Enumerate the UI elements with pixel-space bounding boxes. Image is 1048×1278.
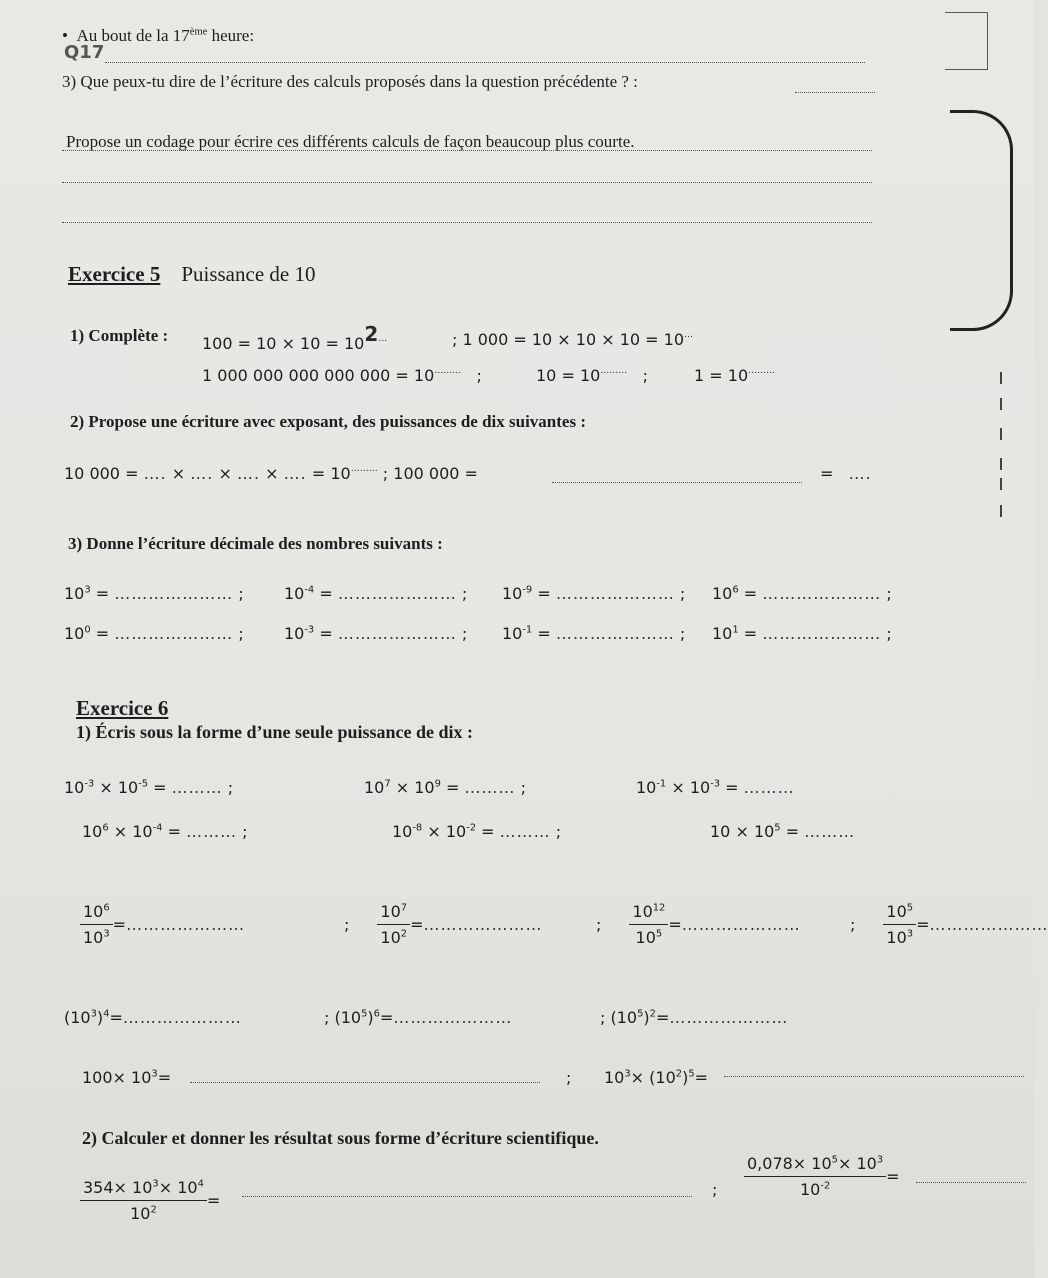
- sci-fraction-2: [744, 1154, 886, 1199]
- semicolon: ;: [596, 915, 602, 934]
- sci-numerator: [744, 1154, 886, 1177]
- blank[interactable]: ….: [236, 464, 261, 483]
- equals: =: [532, 584, 556, 603]
- answer-blank[interactable]: …………………: [762, 584, 882, 603]
- power-base: 10: [82, 822, 103, 841]
- product-item: [710, 822, 855, 841]
- expr-text: 100 = 10 × 10 = 10: [202, 334, 365, 353]
- ex5-q1-line1: [70, 326, 168, 346]
- answer-blank[interactable]: …………………: [929, 915, 1048, 934]
- sci-denominator: [127, 1201, 160, 1223]
- equals: =: [476, 822, 500, 841]
- power-exp: 1: [732, 624, 739, 636]
- answer-line[interactable]: [242, 1196, 692, 1197]
- equals: =: [720, 778, 744, 797]
- bullet-dot: •: [62, 26, 77, 45]
- power-of-power-item: [600, 1008, 788, 1027]
- semicolon: ;: [456, 584, 468, 603]
- equals: =: [109, 1008, 123, 1027]
- equals: =: [694, 1068, 709, 1087]
- expr-text: 1 000 000 000 000 000 = 10: [202, 366, 435, 385]
- semicolon: ;: [476, 366, 482, 385]
- power-base: 10: [502, 624, 523, 643]
- times: ×: [730, 822, 754, 841]
- equals: =: [314, 624, 338, 643]
- power-base: 10: [64, 778, 85, 797]
- quotient-item: [80, 902, 245, 947]
- power-exp: -3: [304, 624, 315, 636]
- power-exp: -5: [138, 778, 149, 790]
- times: ×: [108, 822, 133, 841]
- ex5-q3-label: 3) Donne l’écriture décimale des nombres suivants :: [68, 534, 443, 553]
- fraction-denominator: [883, 925, 916, 947]
- power-exp: 9: [434, 778, 441, 790]
- semicolon: ;: [237, 822, 248, 841]
- power-exp: 2: [649, 1008, 656, 1020]
- times: ×: [218, 464, 232, 483]
- expr-text: 10: [799, 1180, 821, 1199]
- quotient-item: [344, 902, 542, 947]
- power-exp: 5: [637, 1008, 644, 1020]
- power-base: 10: [886, 928, 907, 947]
- equals: =: [820, 464, 834, 483]
- semicolon: ;: [600, 1008, 611, 1027]
- ex5-q1-line2b: [536, 366, 648, 385]
- exp-dots[interactable]: ………: [350, 464, 378, 474]
- expr-text: 100× 10: [82, 1068, 152, 1087]
- margin-tick: [1000, 428, 1002, 440]
- exp-dots[interactable]: …: [378, 334, 388, 344]
- power-of-power-item: [64, 1008, 242, 1027]
- exp: 3: [151, 1068, 158, 1080]
- ex5-title: Exercice 5: [68, 262, 161, 286]
- fraction: [377, 902, 410, 947]
- equals: =: [206, 1191, 221, 1210]
- times: ×: [171, 464, 186, 483]
- semicolon: ;: [550, 822, 562, 841]
- answer-blank[interactable]: …………………: [126, 915, 246, 934]
- power-exp: -1: [656, 778, 667, 790]
- equals: =: [90, 584, 115, 603]
- product-item: [364, 778, 526, 797]
- equals: =: [148, 778, 172, 797]
- times: ×: [265, 464, 279, 483]
- power-of-power-item: [324, 1008, 512, 1027]
- semicolon: ;: [850, 915, 856, 934]
- bullet-after: heure:: [211, 26, 255, 45]
- power-exp: 7: [384, 778, 391, 790]
- power-base: 10: [380, 928, 401, 947]
- handwriting-q17: Q17: [64, 42, 105, 63]
- exp: 5: [831, 1154, 838, 1166]
- blank[interactable]: ….: [143, 464, 167, 483]
- answer-line[interactable]: [62, 182, 872, 183]
- product-item: [636, 778, 795, 797]
- decimal-item: [64, 584, 244, 603]
- margin-tick: [1000, 458, 1002, 470]
- equals: =: [738, 584, 763, 603]
- margin-tick: [1000, 398, 1002, 410]
- expr-text: ): [367, 1008, 374, 1027]
- semicolon: ;: [674, 584, 686, 603]
- exp: 4: [197, 1178, 204, 1190]
- exp: 5: [688, 1068, 695, 1080]
- exp-dots[interactable]: ………: [600, 366, 628, 376]
- answer-blank[interactable]: ………: [186, 822, 238, 841]
- sci-calc-1: [80, 1178, 220, 1223]
- equals: =: [410, 915, 424, 934]
- exp-dots[interactable]: ………: [434, 366, 462, 376]
- answer-line[interactable]: [105, 62, 865, 63]
- semicolon: ;: [324, 1008, 335, 1027]
- sci-numerator: [80, 1178, 207, 1201]
- answer-line[interactable]: [552, 482, 802, 483]
- bullet-text: Au bout de la 17: [76, 26, 190, 45]
- margin-bracket: [950, 110, 1013, 331]
- semicolon: ;: [881, 624, 892, 643]
- equals: =: [112, 915, 127, 934]
- answer-blank[interactable]: …………………: [423, 915, 543, 934]
- power-exp: 5: [361, 1008, 368, 1020]
- power-base: 10: [284, 584, 305, 603]
- ex5-q1-label: 1) Complète :: [70, 326, 169, 345]
- answer-blank[interactable]: …………………: [762, 624, 882, 643]
- answer-line[interactable]: [795, 92, 875, 93]
- times: ×: [422, 822, 446, 841]
- semicolon: ;: [222, 778, 234, 797]
- equals: =: [314, 584, 338, 603]
- decimal-item: [64, 624, 244, 643]
- power-base: 10: [132, 822, 153, 841]
- power-base: 10: [364, 778, 385, 797]
- margin-tick: [1000, 478, 1002, 490]
- ex5-q1-line2c: [694, 366, 775, 385]
- expr-text: × (10: [630, 1068, 676, 1087]
- power-exp: 3: [90, 1008, 97, 1020]
- expr-text: ): [96, 1008, 104, 1027]
- equals: =: [440, 778, 465, 797]
- bullet-sup: ème: [189, 26, 208, 38]
- expr-text: 10 000 =: [64, 464, 139, 483]
- ex5-q2-line: [64, 464, 478, 483]
- answer-blank[interactable]: …………………: [114, 624, 234, 643]
- expr-text: ): [643, 1008, 650, 1027]
- q3-text: 3) Que peux-tu dire de l’écriture des calculs proposés dans la question précédente ? :: [62, 72, 638, 91]
- decimal-item: [284, 584, 467, 603]
- equals: =: [162, 822, 187, 841]
- equals: =: [157, 1068, 172, 1087]
- blank[interactable]: ….: [283, 464, 307, 483]
- q3b-question: Propose un codage pour écrire ces différents calculs de façon beaucoup plus courte.: [66, 132, 635, 151]
- power-base: 10: [117, 778, 139, 797]
- expr-text: 1 = 10: [694, 366, 749, 385]
- expr-text: 354× 10: [83, 1178, 153, 1197]
- sci-calc-2: [744, 1154, 900, 1199]
- ex5-q1-expr1: [202, 322, 388, 354]
- fraction: [80, 902, 113, 947]
- exp: 3: [152, 1178, 159, 1190]
- power-base: 10: [380, 902, 401, 921]
- expr-text: 10: [130, 1204, 151, 1223]
- decimal-item: [502, 624, 685, 643]
- power-exp: -4: [152, 822, 163, 834]
- power-base: 10: [635, 928, 656, 947]
- exp-dots[interactable]: …: [684, 330, 694, 340]
- power-exp: -9: [522, 584, 533, 596]
- sci-fraction-1: [80, 1178, 207, 1223]
- times: ×: [390, 778, 415, 797]
- power-base: 10: [636, 778, 657, 797]
- ex6-title: Exercice 6: [76, 696, 169, 720]
- power-exp: 3: [906, 928, 914, 940]
- expr-text: (10: [334, 1008, 362, 1027]
- power-base: 10: [710, 822, 731, 841]
- expr-text: ; 100 000 =: [382, 464, 478, 483]
- product-item: [82, 822, 248, 841]
- equals: =: [655, 1008, 670, 1027]
- fraction-denominator: [377, 925, 410, 947]
- power-exp: 3: [103, 928, 110, 940]
- power-exp: 6: [732, 584, 739, 596]
- power-exp: 6: [102, 822, 109, 834]
- semicolon: ;: [712, 1180, 718, 1199]
- exp-dots[interactable]: ………: [748, 366, 776, 376]
- power-base: 10: [64, 624, 85, 643]
- equals: =: [916, 915, 930, 934]
- fraction-numerator: [883, 902, 916, 925]
- power-exp: 5: [774, 822, 781, 834]
- answer-blank[interactable]: …………………: [669, 1008, 789, 1027]
- semicolon: ;: [344, 915, 350, 934]
- answer-line[interactable]: [62, 222, 872, 223]
- answer-blank[interactable]: …………………: [555, 584, 675, 603]
- equals: =: [379, 1008, 394, 1027]
- answer-blank[interactable]: …………………: [555, 624, 675, 643]
- fraction-denominator: [80, 925, 113, 947]
- power-exp: -4: [304, 584, 315, 596]
- expr-text: × 10: [158, 1178, 198, 1197]
- power-exp: 5: [906, 902, 914, 914]
- power-base: 10: [414, 778, 435, 797]
- exp: 3: [876, 1154, 884, 1166]
- power-base: 10: [83, 902, 104, 921]
- decimal-item: [502, 584, 685, 603]
- expr-text: ; 1 000 = 10 × 10 × 10 = 10: [452, 330, 685, 349]
- margin-tick: [1000, 505, 1002, 517]
- answer-line[interactable]: [916, 1182, 1026, 1183]
- fraction-denominator: [633, 925, 666, 947]
- power-exp: -1: [522, 624, 533, 636]
- answer-blank[interactable]: ………: [743, 778, 795, 797]
- ex5-heading: [68, 262, 315, 287]
- expr-text: (10: [610, 1008, 638, 1027]
- equals: =: [886, 1167, 900, 1186]
- ex5-q1-expr2: [452, 330, 693, 349]
- ex5-q2-eq: [820, 464, 872, 483]
- page-corner-mark: [945, 12, 988, 70]
- power-exp: 7: [400, 902, 408, 914]
- power-exp: 2: [400, 928, 408, 940]
- power-base: 10: [64, 584, 85, 603]
- expr-text: (10: [64, 1008, 91, 1027]
- power-exp: 6: [103, 902, 110, 914]
- equals: =: [90, 624, 115, 643]
- q3-question: [62, 72, 638, 92]
- power-base: 10: [392, 822, 413, 841]
- blank[interactable]: ….: [848, 464, 872, 483]
- blank[interactable]: ….: [190, 464, 214, 483]
- decimal-item: [712, 624, 892, 643]
- semicolon: ;: [233, 624, 244, 643]
- fraction: [629, 902, 668, 947]
- ex5-q2-label: 2) Propose une écriture avec exposant, des puissances de dix suivantes :: [70, 412, 586, 431]
- answer-blank[interactable]: …………………: [114, 584, 234, 603]
- power-base: 10: [632, 902, 653, 921]
- ex6-q1-label: 1) Écris sous la forme d’une seule puissance de dix :: [76, 722, 474, 742]
- power-exp: 4: [103, 1008, 110, 1020]
- power-exp: 12: [652, 902, 666, 914]
- product-item: [392, 822, 561, 841]
- handwritten-answer: 2: [364, 322, 379, 346]
- ex6-r5-a: [82, 1068, 171, 1087]
- answer-line[interactable]: [62, 150, 872, 151]
- power-exp: 5: [655, 928, 663, 940]
- expr-text: 0,078× 10: [747, 1154, 832, 1173]
- power-base: 10: [712, 584, 733, 603]
- power-exp: 0: [84, 624, 91, 636]
- product-item: [64, 778, 233, 797]
- ex6-q2-label: 2) Calculer et donner les résultat sous forme d’écriture scientifique.: [82, 1128, 599, 1148]
- expr-text: = 10: [311, 464, 351, 483]
- fraction: [883, 902, 916, 947]
- answer-blank[interactable]: …………………: [337, 624, 457, 643]
- semicolon: ;: [456, 624, 468, 643]
- decimal-item: [712, 584, 892, 603]
- answer-blank[interactable]: ………: [171, 778, 223, 797]
- semicolon: ;: [515, 778, 526, 797]
- semicolon: ;: [881, 584, 892, 603]
- margin-tick: [1000, 372, 1002, 384]
- equals: =: [738, 624, 763, 643]
- equals: =: [532, 624, 556, 643]
- ex5-subtitle: Puissance de 10: [181, 262, 316, 286]
- answer-line[interactable]: [724, 1076, 1024, 1077]
- answer-blank[interactable]: …………………: [393, 1008, 513, 1027]
- answer-blank[interactable]: ………: [464, 778, 516, 797]
- power-exp: -2: [466, 822, 477, 834]
- equals: =: [668, 915, 682, 934]
- power-base: 10: [753, 822, 775, 841]
- sci-denominator: [797, 1177, 833, 1199]
- fraction-numerator: [80, 902, 113, 925]
- exp: -2: [820, 1180, 831, 1192]
- power-base: 10: [284, 624, 305, 643]
- ex5-q1-line2: [202, 366, 482, 385]
- ex6-r5-b: $10^3\times (10^2)^5=$: [604, 1068, 709, 1087]
- power-base: 10: [689, 778, 711, 797]
- semicolon: ;: [233, 584, 244, 603]
- answer-line[interactable]: [190, 1082, 540, 1083]
- fraction-numerator: [629, 902, 668, 925]
- power-base: 10: [445, 822, 467, 841]
- quotient-item: [596, 902, 801, 947]
- decimal-item: [284, 624, 467, 643]
- times: ×: [94, 778, 118, 797]
- power-exp: -3: [84, 778, 95, 790]
- exp: 3: [624, 1068, 631, 1080]
- answer-blank[interactable]: ………: [804, 822, 856, 841]
- power-exp: -8: [412, 822, 423, 834]
- power-exp: 6: [373, 1008, 380, 1020]
- power-base: 10: [502, 584, 523, 603]
- answer-blank[interactable]: …………………: [681, 915, 801, 934]
- semicolon: ;: [642, 366, 648, 385]
- quotient-item: [850, 902, 1048, 947]
- answer-blank[interactable]: ………: [499, 822, 551, 841]
- power-base: 10: [712, 624, 733, 643]
- equals: =: [780, 822, 805, 841]
- fraction-numerator: [377, 902, 410, 925]
- expr-text: 10 = 10: [536, 366, 601, 385]
- answer-blank[interactable]: …………………: [337, 584, 457, 603]
- power-base: 10: [83, 928, 104, 947]
- power-exp: -3: [710, 778, 721, 790]
- power-base: 10: [886, 902, 907, 921]
- semicolon: ;: [566, 1068, 572, 1087]
- answer-blank[interactable]: …………………: [122, 1008, 242, 1027]
- exp: 2: [675, 1068, 683, 1080]
- expr-text: × 10: [837, 1154, 877, 1173]
- power-exp: 3: [84, 584, 91, 596]
- expr-text: 10: [604, 1068, 625, 1087]
- exp: 2: [150, 1204, 157, 1216]
- semicolon: ;: [674, 624, 686, 643]
- times: ×: [666, 778, 690, 797]
